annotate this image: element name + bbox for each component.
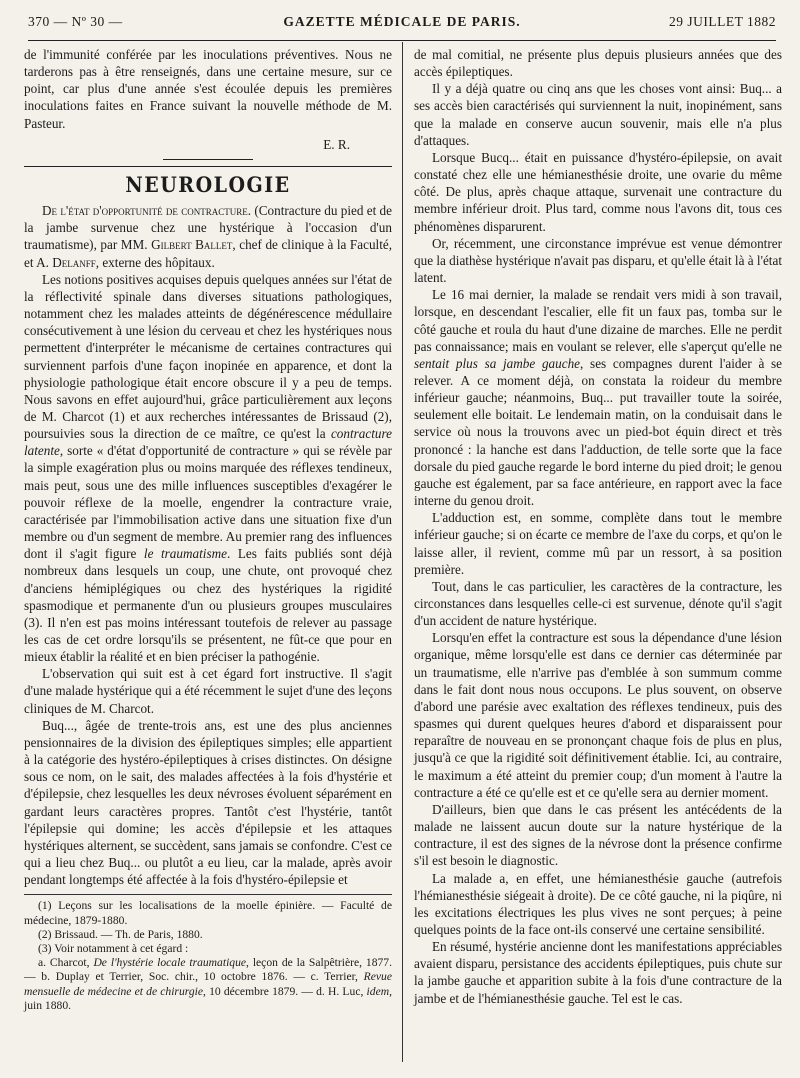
page-header bbox=[28, 14, 776, 36]
header-rule bbox=[28, 40, 776, 41]
paragraph: de mal comitial, ne présente plus depuis plusieurs années que des accès épileptiques. bbox=[414, 47, 782, 80]
section-rule bbox=[24, 166, 392, 167]
paragraph: D'ailleurs, bien que dans le cas présent les antécédents de la malade ne laissent aucun doute sur la nature hystérique de la contracture, il est des signes de la névrose dont la présence confirme s'il est besoin le diagnostic. bbox=[414, 801, 782, 869]
paragraph: Lorsque Bucq... était en puissance d'hystéro-épilepsie, on avait constaté chez elle une hémianesthésie droite, une ovarie du même côté. De plus, après chaque attaque, survenait une contracture du membre inférieur droit. Plus tard, comme nous l'avons dit, tous ces phénomènes disparurent. bbox=[414, 149, 782, 234]
article-heading bbox=[24, 202, 392, 271]
text-run: , juin 1880. bbox=[24, 984, 392, 1012]
article-subtitle: (Contracture du pied et de la jambe survenue chez une hystérique à l'occasion d'un traumatisme), par MM. bbox=[24, 203, 393, 253]
issue-date: 29 JUILLET 1882 bbox=[669, 14, 776, 29]
footnotes bbox=[24, 899, 392, 1013]
footnote-rule bbox=[24, 894, 392, 895]
author-ballet: Gilbert Ballet bbox=[151, 237, 233, 253]
paragraph: Buq..., âgée de trente-trois ans, est une des plus anciennes pensionnaires de la division des épileptiques simples; elle appartient à la catégorie des hystéro-épileptiques à crises distinctes. On désigne sous ce nom, on le sait, des malades affectées à la fois d'hystérie et d'épilepsie, chez lesquelles les deux névroses évoluent séparément en gardant leurs caractères propres. Tantôt c'est l'hystérie, tantôt l'épilepsie qui domine; les accès d'épilepsie et les attaques hystériques alternent, se succèdent, sans jamais se confondre. C'est ce qui a lieu chez Buq... ou plutôt a eu lieu, car la malade, après avoir pendant longtemps été affectée à la fois d'hystéro-épilepsie et bbox=[24, 717, 392, 888]
italic-text: idem bbox=[366, 984, 390, 998]
left-column bbox=[24, 46, 392, 1066]
paragraph: L'adduction est, en somme, complète dans tout le membre inférieur gauche; si on écarte ce membre de l'axe du corps, et qu'on le laisse aller, il revient, comme mû par un ressort, à sa position première. bbox=[414, 510, 782, 577]
column-divider bbox=[402, 42, 403, 1062]
signature: E. R. bbox=[323, 136, 350, 152]
text-run: , sorte « d'état d'opportunité de contracture » qui se révèle par la simple exagération plus ou moins marquée des réflexes tendineux, mais peut, sous une des mille influences susceptibles d'exagérer le pouvoir réflexe de la moelle, engendrer la contracture vraie, caractérisée par l'immobilisation active dans une situation fixe d'un membre ou d'un segment de membre. Au premier rang des influences dont il s'agit figure bbox=[24, 443, 392, 562]
right-column bbox=[414, 46, 782, 1066]
footnote: (3) Voir notamment à cet égard : bbox=[38, 941, 189, 955]
text-run: , ses compagnes durent l'aider à se relever. A ce moment déjà, on constata la roideur du membre inférieur gauche; néanmoins, Buq... put travailler toute la soirée, seulement elle boitait. Le lendemain matin, on la conduisait dans le service où nous la trouvons avec un pied-bot équin direct et très prononcé : la hanche est dans l'adduction, de telle sorte que la face dorsale du pied gauche regarde le bord interne du pied droit; le genou gauche est également, par sa face antérieure, en rapport avec la face interne du genou droit. bbox=[414, 355, 782, 509]
paragraph: L'observation qui suit est à cet égard fort instructive. Il s'agit d'une malade hystérique qui a été récemment le sujet d'une des leçons cliniques de M. Charcot. bbox=[24, 666, 392, 716]
italic-text: contracture latente bbox=[24, 426, 392, 459]
italic-text: Revue mensuelle de médecine et de chirurgie bbox=[24, 970, 392, 998]
text-run: a. Charcot, bbox=[38, 956, 90, 970]
italic-text: De l'hystérie locale traumatique bbox=[93, 956, 247, 970]
paragraph bbox=[24, 271, 392, 666]
text-run: , 10 décembre 1879. — d. H. Luc, bbox=[203, 984, 364, 998]
article-title: De l'état d'opportunité de contracture. bbox=[42, 203, 251, 219]
paragraph: Il y a déjà quatre ou cinq ans que les choses vont ainsi: Buq... a ses accès bien caractérisés qui surviennent la nuit, inopinément, sans que la malade en conserve aucun souvenir, mais elle n'a plus d'attaques. bbox=[414, 81, 782, 148]
footnote bbox=[24, 956, 392, 1013]
paragraph bbox=[414, 286, 782, 509]
author-delanff-role: , externe des hôpitaux. bbox=[95, 254, 215, 270]
text-run: . Les faits publiés sont déjà nombreux dans lesquels un coup, une chute, ont provoqué chez d'anciens hémiplégiques ou chez des hystériques la rigidité spasmodique et permanente d'un ou plusieurs groupes musculaires (3). Il n'en est pas moins intéressant toutefois de relever au passage les cas de cet ordre lorsqu'ils se présentent, ne fût-ce que pour en mieux établir la réalité et en bien préciser la pathogénie. bbox=[24, 546, 392, 665]
author-ballet-role: , chef de clinique à la Faculté, et A. bbox=[24, 237, 393, 270]
intro-paragraph: de l'immunité conférée par les inoculations préventives. Nous ne tarderons pas à être renseignés, dans une certaine mesure, sur ce point, car plus d'une année s'est écoulée depuis les premières inoculations faites en France suivant la nouvelle méthode de M. Pasteur. bbox=[24, 47, 392, 131]
text-run: Les notions positives acquises depuis quelques années sur l'état de la réflectivité spinale dans diverses situations pathologiques, notamment chez les malades atteints de dégénérescence médullaire consécutivement à une lésion du cerveau et chez les hystériques nous permettent d'interpréter le mécanisme de certaines contractures qui surviennent parfois d'une façon inopinée en apparence, et dont la physiologie pathologique était encore obscure il y a peu de temps. Nous savons en effet aujourd'hui, grâce particulièrement aux leçons de M. Charcot (1) et aux recherches intéressantes de Brissaud (2), poursuivies sous la direction de ce maître, ce qu'est la bbox=[24, 271, 392, 442]
paragraph: En résumé, hystérie ancienne dont les manifestations appréciables avaient disparu, persistance des accidents épileptiques, puis chute sur la jambe gauche et apparition subite à la fois d'une contracture de la jambe et de l'hémianesthésie gauche. Tel est le cas. bbox=[414, 939, 782, 1006]
paragraph: Or, récemment, une circonstance imprévue est venue démontrer que la diathèse hystérique n'avait pas disparu, et qu'elle était là à l'état latent. bbox=[414, 235, 782, 286]
paragraph: Lorsqu'en effet la contracture est sous la dépendance d'une lésion organique, même lorsqu'elle est dans ce dernier cas déterminée par un traumatisme, elle n'arrive pas d'emblée à son summum comme dans le fait dont nous nous occupons. Le plus souvent, on observe d'abord une parésie avec exaltation des réflexes tendineux, puis des spasmes qui durent quelques heures d'abord et disparaissent pour reparaître de nouveau en se prononçant chaque fois de plus en plus, jusqu'à ce que la rigidité soit définitivement établie. Ici, au contraire, le maximum a été atteint du premier coup; d'un moment à l'autre la contracture a été ce qu'elle est et ce qu'elle sera au dernier moment. bbox=[414, 630, 782, 800]
page-number: 370 — Nº 30 — bbox=[28, 14, 123, 29]
separator bbox=[163, 159, 253, 160]
italic-text: sentait plus sa jambe gauche bbox=[414, 355, 581, 371]
author-delanff: Delanff bbox=[52, 254, 96, 270]
footnote: (2) Brissaud. — Th. de Paris, 1880. bbox=[38, 927, 203, 941]
journal-title: GAZETTE MÉDICALE DE PARIS. bbox=[283, 14, 521, 29]
text-run: , leçon de la Salpêtrière, 1877. — b. Duplay et Terrier, Soc. chir., 10 octobre 1876. — c. Terrier, bbox=[24, 956, 392, 984]
text-run: Le 16 mai dernier, la malade se rendait vers midi à son travail, lorsque, en descendant l'escalier, elle fit un faux pas, tomba sur le côté gauche et roula du haut d'une dizaine de marches. Elle ne perdit pas connaissance; mais en voulant se relever, elle s'aperçut qu'elle ne bbox=[414, 287, 782, 354]
paragraph: Tout, dans le cas particulier, les caractères de la contracture, les circonstances dans lesquelles celle-ci est survenue, dénote qu'il s'agit d'un accident de nature hystérique. bbox=[414, 578, 782, 629]
paragraph: La malade a, en effet, une hémianesthésie gauche (autrefois l'hémianesthésie siégeait à droite). De ce côté gauche, ni la piqûre, ni les excitations électriques les plus vives ne sont perçues; à peine quelques points de la face ont-ils conservé une certaine sensibilité. bbox=[414, 870, 782, 937]
italic-text: le traumatisme bbox=[143, 546, 227, 562]
footnote: (1) Leçons sur les localisations de la moelle épinière. — Faculté de médecine, 1879-1880. bbox=[24, 899, 392, 927]
section-title: NEUROLOGIE bbox=[125, 172, 291, 198]
